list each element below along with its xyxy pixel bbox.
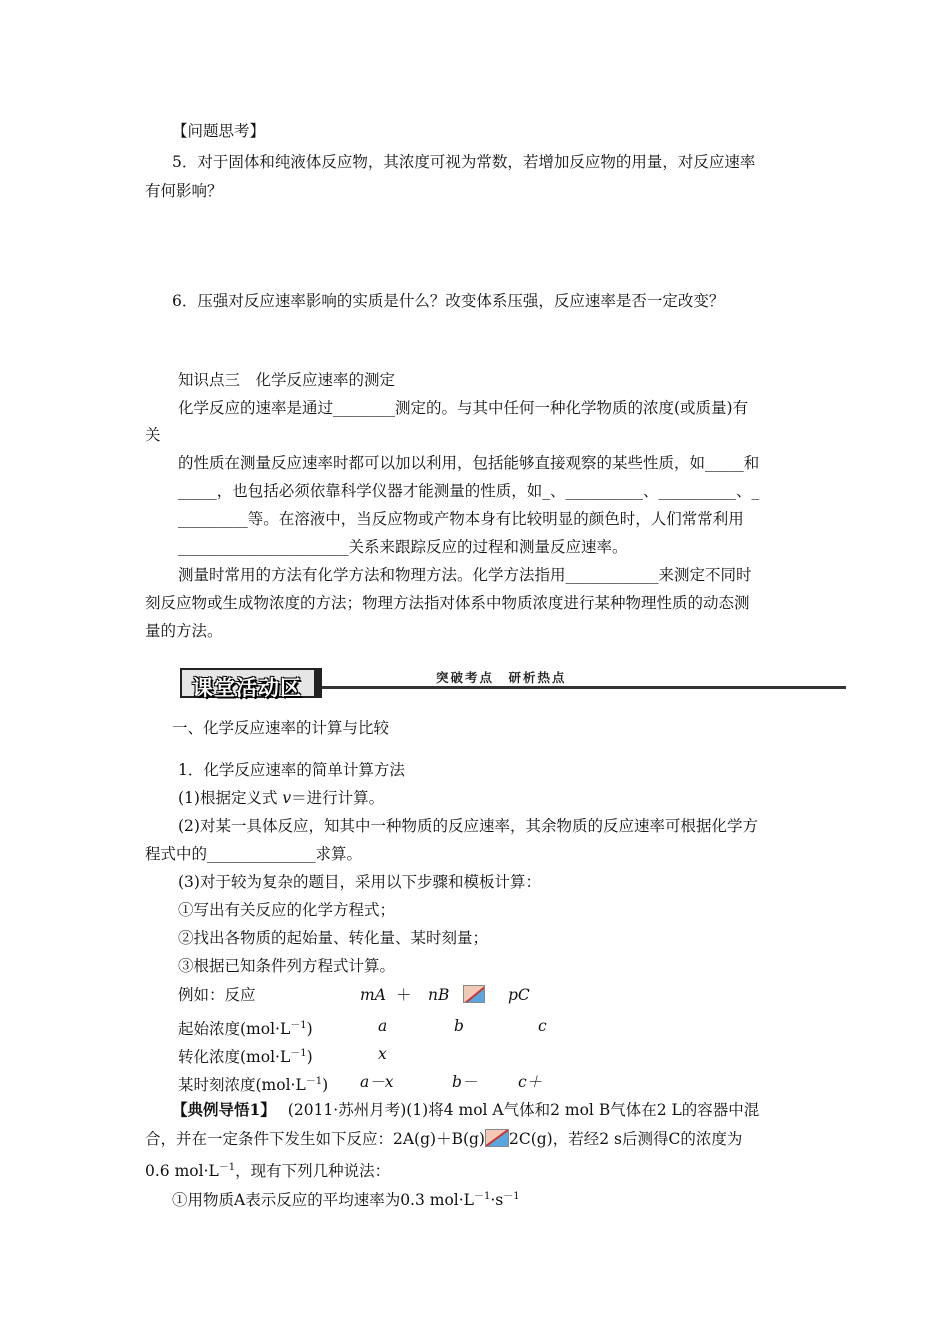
k3-para1-line6: ______________________关系来跟踪反应的过程和测量反应速率。 [178,538,628,556]
row-initial-text: 起始浓度(mol·L [178,1020,291,1038]
unit-superscript: －1 [290,1020,307,1031]
method-title: 1．化学反应速率的简单计算方法 [178,761,405,779]
question-5-line1: 5．对于固体和纯液体反应物，其浓度可视为常数，若增加反应物的用量，对反应速率 [172,153,756,171]
item-1-mid: ·s [490,1191,504,1209]
example-1-line1 [172,1099,759,1121]
method-1 [178,787,384,809]
unit-superscript: －1 [305,1076,323,1087]
method-1-pre: (1)根据定义式 [178,789,283,807]
k3-para1-line2: 关 [145,426,161,444]
row-moment-text: 某时刻浓度(mol·L [178,1076,306,1094]
method-3: (3)对于较为复杂的题目，采用以下步骤和模板计算： [178,873,541,891]
row-initial-label [178,1015,313,1040]
example-1-concentration: 0.6 mol·L [145,1162,219,1180]
item-1-text: ①用物质A表示反应的平均速率为0.3 mol·L [172,1191,474,1209]
row-moment-label [178,1071,328,1096]
banner-title-box [180,668,316,698]
example-1-line2-post: 2C(g)，若经2 s后测得C的浓度为 [508,1130,743,1148]
step-2: ②找出各物质的起始量、转化量、某时刻量； [178,929,489,947]
row-moment-a: a－x [360,1073,394,1091]
question-heading: 【问题思考】 [172,122,266,140]
row-change-x: x [378,1045,387,1063]
section-1-title: 一、化学反应速率的计算与比较 [172,719,390,737]
example-1-line3 [145,1157,390,1182]
step-1: ①写出有关反应的化学方程式； [178,901,396,919]
example-term-nB: nB [428,986,450,1004]
k3-para2-line2: 刻反应物或生成物浓度的方法；物理方法指对体系中物质浓度进行某种物理性质的动态测 [145,594,750,612]
question-5-line2: 有何影响？ [145,182,223,200]
banner-title: 课堂活动区 [192,676,302,700]
row-moment-c: c＋ [518,1073,543,1091]
method-2-line1: (2)对某一具体反应，知其中一种物质的反应速率，其余物质的反应速率可根据化学方 [178,817,758,835]
unit-superscript: －1 [503,1191,520,1202]
unit-superscript: －1 [290,1048,307,1059]
close-paren: ) [306,1048,313,1066]
k3-para1-line4: _____，也包括必须依靠科学仪器才能测量的性质，如_、__________、__________、_ [178,482,760,500]
k3-para1-line1: 化学反应的速率是通过________测定的。与其中任何一种化学物质的浓度(或质量)有 [178,399,749,417]
row-moment-b: b－ [452,1073,478,1091]
close-paren: ) [322,1076,329,1094]
close-paren: ) [306,1020,313,1038]
example-plus: ＋ [396,986,412,1004]
method-2-line2: 程式中的______________求算。 [145,845,363,863]
row-initial-a: a [378,1017,388,1035]
example-1-line2-pre: 合，并在一定条件下发生如下反应：2A(g)＋B(g) [145,1130,485,1148]
example-term-pC: pC [508,986,530,1004]
question-6: 6．压强对反应速率影响的实质是什么？改变体系压强，反应速率是否一定改变？ [172,292,725,310]
banner-subtitle: 突破考点 研析热点 [436,670,567,685]
k3-para2-line3: 量的方法。 [145,622,223,640]
step-3: ③根据已知条件列方程式计算。 [178,957,396,975]
unit-superscript: －1 [473,1191,491,1202]
row-change-text: 转化浓度(mol·L [178,1048,291,1066]
example-1-item-1 [172,1186,520,1211]
example-1-label: 【典例导悟1】 [172,1100,276,1119]
example-term-mA: mA [360,986,386,1004]
banner-rule [322,686,846,689]
example-label: 例如：反应 [178,986,256,1004]
velocity-symbol: v [282,789,292,807]
k3-para1-line3: 的性质在测量反应速率时都可以加以利用，包括能够直接观察的某些性质，如_____和 [178,454,760,472]
banner-divider-bar [316,668,322,698]
section-banner [180,668,846,702]
k3-para1-line5: _________等。在溶液中，当反应物或产物本身有比较明显的颜色时，人们常常利用 [178,510,744,528]
unit-superscript: －1 [218,1162,236,1173]
method-1-post: ＝进行计算。 [291,789,385,807]
example-1-line2 [145,1128,742,1150]
row-change-label [178,1043,313,1068]
k3-para2-line1: 测量时常用的方法有化学方法和物理方法。化学方法指用____________来测定不同时 [178,566,752,584]
row-initial-b: b [454,1017,464,1035]
reversible-arrow-icon [463,985,485,1003]
row-initial-c: c [538,1017,547,1035]
knowledge-point-3-title: 知识点三 化学反应速率的测定 [178,371,396,389]
example-1-line3-post: ，现有下列几种说法： [235,1162,391,1180]
example-1-line1-rest: (2011·苏州月考)(1)将4 mol A气体和2 mol B气体在2 L的容器中混 [287,1101,760,1119]
reversible-arrow-icon [485,1129,509,1147]
